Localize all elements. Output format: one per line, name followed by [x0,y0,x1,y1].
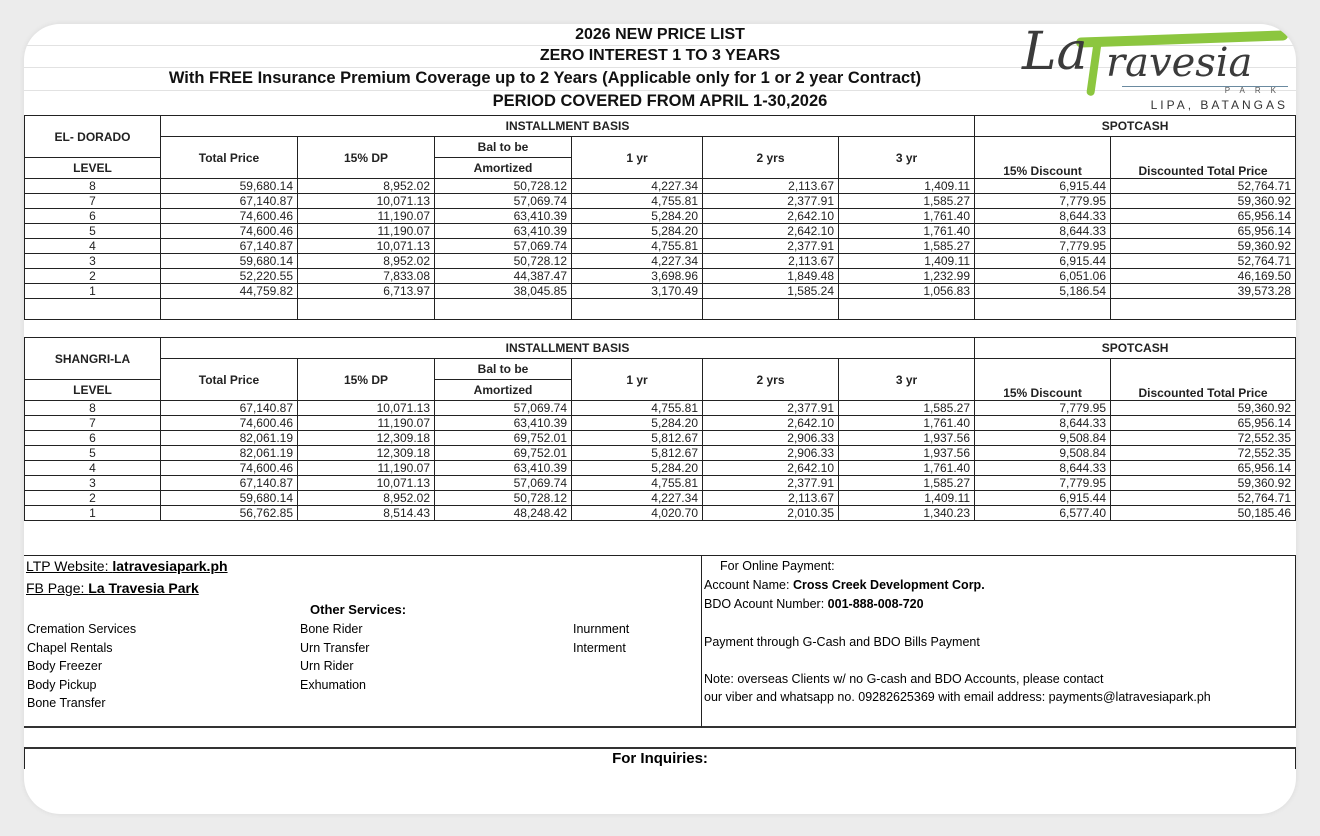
table-row [25,476,1296,491]
services-column-1 [27,620,136,713]
cell-level: 6 [25,209,161,224]
service-item: Exhumation [300,677,367,692]
cell-balance: 57,069.74 [435,194,572,209]
services-column-2 [300,620,369,694]
section-name: SHANGRI-LA [25,338,161,380]
col-bal-line1: Bal to be [435,137,572,158]
cell-monthly-2yrs: 2,642.10 [703,416,839,431]
cell-level: 2 [25,491,161,506]
logo-park: PARK [1224,86,1286,95]
cell-discounted-total: 65,956.14 [1111,209,1296,224]
cell-discounted-total: 46,169.50 [1111,269,1296,284]
cell-down-payment: 10,071.13 [298,476,435,491]
service-item: Cremation Services [27,622,137,636]
cell-total-price: 67,140.87 [161,476,298,491]
cell-monthly-3yr: 1,409.11 [839,491,975,506]
cell-monthly-3yr: 1,056.83 [839,284,975,299]
shangri-la-price-table [24,337,1296,521]
cell-level: 5 [25,224,161,239]
inquiries-header: For Inquiries: [24,747,1296,769]
cell-discount: 8,644.33 [975,224,1111,239]
title-line-2: ZERO INTEREST 1 TO 3 YEARS [539,47,781,64]
section-name: EL- DORADO [25,116,161,158]
table-row [25,254,1296,269]
service-item: Bone Transfer [27,696,106,711]
cell-discount: 5,186.54 [975,284,1111,299]
col-total-price: Total Price [161,359,298,401]
service-item: Bone Rider [300,622,363,636]
other-services-title: Other Services: [310,602,407,617]
cell-monthly-2yrs: 2,642.10 [703,209,839,224]
cell-monthly-3yr: 1,232.99 [839,269,975,284]
cell-level: 6 [25,431,161,446]
col-3yr: 3 yr [839,137,975,179]
col-level: LEVEL [25,158,161,179]
cell-monthly-1yr: 4,020.70 [572,506,703,521]
cell-discounted-total: 52,764.71 [1111,179,1296,194]
service-item: Urn Transfer [300,640,370,655]
col-total-price: Total Price [161,137,298,179]
cell-discount: 7,779.95 [975,476,1111,491]
table-row [25,194,1296,209]
cell-monthly-1yr: 5,284.20 [572,224,703,239]
cell-discount: 6,915.44 [975,179,1111,194]
service-item: Inurnment [573,622,630,636]
cell-monthly-3yr: 1,761.40 [839,224,975,239]
cell-discounted-total: 72,552.35 [1111,431,1296,446]
col-bal-line2: Amortized [435,380,572,401]
cell-level: 3 [25,254,161,269]
logo-la: La [1022,24,1088,82]
cell-discount: 6,577.40 [975,506,1111,521]
cell-discounted-total: 59,360.92 [1111,194,1296,209]
cell-discount: 7,779.95 [975,194,1111,209]
cell-level: 4 [25,239,161,254]
col-2yrs: 2 yrs [703,359,839,401]
col-1yr: 1 yr [572,359,703,401]
fb-line [26,580,199,596]
account-number: 001-888-008-720 [827,597,924,611]
cell-monthly-3yr: 1,340.23 [839,506,975,521]
cell-monthly-2yrs: 2,642.10 [703,461,839,476]
col-discount: 15% Discount [975,137,1111,179]
cell-total-price: 59,680.14 [161,179,298,194]
service-item: Body Pickup [27,677,97,692]
cell-discount: 8,644.33 [975,461,1111,476]
cell-down-payment: 11,190.07 [298,416,435,431]
cell-monthly-3yr: 1,761.40 [839,416,975,431]
cell-total-price: 56,762.85 [161,506,298,521]
cell-monthly-2yrs: 2,906.33 [703,446,839,461]
cell-discounted-total: 65,956.14 [1111,416,1296,431]
cell-monthly-1yr: 4,227.34 [572,491,703,506]
cell-monthly-2yrs: 2,113.67 [703,254,839,269]
cell-monthly-3yr: 1,761.40 [839,461,975,476]
col-bal-line1: Bal to be [435,359,572,380]
cell-monthly-1yr: 4,755.81 [572,476,703,491]
table-row [25,224,1296,239]
cell-total-price: 59,680.14 [161,491,298,506]
cell-level: 5 [25,446,161,461]
payment-methods: Payment through G-Cash and BDO Bills Payment [704,635,980,649]
col-dp: 15% DP [298,137,435,179]
title-line-1: 2026 NEW PRICE LIST [575,26,745,43]
cell-monthly-3yr: 1,585.27 [839,194,975,209]
cell-balance: 48,248.42 [435,506,572,521]
service-item: Body Freezer [27,659,103,674]
cell-total-price: 59,680.14 [161,254,298,269]
cell-total-price: 67,140.87 [161,239,298,254]
cell-monthly-3yr: 1,585.27 [839,476,975,491]
cell-level: 4 [25,461,161,476]
cell-discount: 9,508.84 [975,446,1111,461]
el-dorado-price-table [24,115,1296,320]
cell-monthly-3yr: 1,937.56 [839,446,975,461]
account-name-label: Account Name: [704,578,793,592]
cell-balance: 57,069.74 [435,239,572,254]
cell-level: 3 [25,476,161,491]
cell-monthly-1yr: 4,227.34 [572,254,703,269]
cell-monthly-2yrs: 2,113.67 [703,491,839,506]
cell-total-price: 44,759.82 [161,284,298,299]
table-row [25,506,1296,521]
cell-total-price: 67,140.87 [161,194,298,209]
account-name: Cross Creek Development Corp. [792,578,985,592]
cell-discounted-total: 59,360.92 [1111,401,1296,416]
cell-down-payment: 8,952.02 [298,254,435,269]
installment-basis-header: INSTALLMENT BASIS [161,338,975,359]
overseas-note-2: our viber and whatsapp no. 09282625369 with email address: payments@latravesiapark.ph [704,690,1211,704]
cell-monthly-2yrs: 1,585.24 [703,284,839,299]
cell-discount: 8,644.33 [975,416,1111,431]
table-row [25,491,1296,506]
cell-balance: 57,069.74 [435,476,572,491]
cell-monthly-1yr: 3,698.96 [572,269,703,284]
website-line [26,558,228,574]
cell-monthly-2yrs: 2,642.10 [703,224,839,239]
cell-down-payment: 10,071.13 [298,194,435,209]
cell-discounted-total: 59,360.92 [1111,476,1296,491]
cell-monthly-1yr: 5,284.20 [572,416,703,431]
installment-basis-header: INSTALLMENT BASIS [161,116,975,137]
cell-monthly-2yrs: 2,010.35 [703,506,839,521]
cell-down-payment: 7,833.08 [298,269,435,284]
cell-monthly-1yr: 4,755.81 [572,239,703,254]
cell-monthly-3yr: 1,409.11 [839,179,975,194]
cell-discount: 7,779.95 [975,401,1111,416]
cell-discounted-total: 65,956.14 [1111,461,1296,476]
cell-discount: 9,508.84 [975,431,1111,446]
cell-balance: 50,728.12 [435,491,572,506]
table-row [25,284,1296,299]
table-row [25,239,1296,254]
cell-monthly-1yr: 4,755.81 [572,194,703,209]
table-row [25,401,1296,416]
cell-discount: 6,051.06 [975,269,1111,284]
cell-level: 1 [25,506,161,521]
cell-balance: 50,728.12 [435,254,572,269]
cell-monthly-3yr: 1,761.40 [839,209,975,224]
cell-monthly-2yrs: 2,377.91 [703,476,839,491]
logo-location: LIPA, BATANGAS [1150,98,1288,112]
cell-balance: 38,045.85 [435,284,572,299]
col-2yrs: 2 yrs [703,137,839,179]
col-discounted-total: Discounted Total Price [1111,137,1296,179]
cell-balance: 63,410.39 [435,461,572,476]
account-name-line [704,578,985,592]
logo-travesia: ravesia [1106,40,1253,86]
cell-monthly-1yr: 5,284.20 [572,461,703,476]
table-row [25,461,1296,476]
cell-discounted-total: 39,573.28 [1111,284,1296,299]
cell-down-payment: 12,309.18 [298,446,435,461]
cell-monthly-1yr: 3,170.49 [572,284,703,299]
cell-level: 8 [25,401,161,416]
col-1yr: 1 yr [572,137,703,179]
cell-balance: 63,410.39 [435,209,572,224]
cell-monthly-1yr: 5,812.67 [572,431,703,446]
cell-down-payment: 10,071.13 [298,401,435,416]
cell-total-price: 74,600.46 [161,461,298,476]
cell-balance: 50,728.12 [435,179,572,194]
cell-down-payment: 8,952.02 [298,179,435,194]
col-discount: 15% Discount [975,359,1111,401]
cell-monthly-2yrs: 2,377.91 [703,194,839,209]
logo-green-stem [1086,40,1102,97]
table-row [25,416,1296,431]
col-level: LEVEL [25,380,161,401]
cell-monthly-1yr: 5,284.20 [572,209,703,224]
cell-monthly-2yrs: 2,377.91 [703,401,839,416]
cell-monthly-1yr: 4,755.81 [572,401,703,416]
cell-discount: 8,644.33 [975,209,1111,224]
cell-balance: 69,752.01 [435,446,572,461]
cell-discounted-total: 52,764.71 [1111,254,1296,269]
cell-monthly-3yr: 1,585.27 [839,239,975,254]
col-3yr: 3 yr [839,359,975,401]
spotcash-header: SPOTCASH [975,116,1296,137]
cell-level: 7 [25,194,161,209]
cell-down-payment: 8,952.02 [298,491,435,506]
fb-link[interactable]: La Travesia Park [88,580,199,596]
website-label: LTP Website: [26,558,113,574]
cell-down-payment: 12,309.18 [298,431,435,446]
price-list-sheet [24,24,1296,814]
cell-monthly-2yrs: 2,906.33 [703,431,839,446]
cell-down-payment: 10,071.13 [298,239,435,254]
cell-discount: 7,779.95 [975,239,1111,254]
cell-level: 2 [25,269,161,284]
table-row [25,446,1296,461]
overseas-note-1: Note: overseas Clients w/ no G-cash and BDO Accounts, please contact [704,672,1104,686]
cell-discounted-total: 52,764.71 [1111,491,1296,506]
cell-level: 8 [25,179,161,194]
cell-down-payment: 8,514.43 [298,506,435,521]
table-row [25,431,1296,446]
cell-down-payment: 11,190.07 [298,461,435,476]
cell-total-price: 82,061.19 [161,431,298,446]
account-number-line [704,597,924,611]
cell-down-payment: 6,713.97 [298,284,435,299]
cell-down-payment: 11,190.07 [298,209,435,224]
table-row [25,209,1296,224]
table-row [25,179,1296,194]
cell-discount: 6,915.44 [975,254,1111,269]
cell-balance: 69,752.01 [435,431,572,446]
cell-level: 7 [25,416,161,431]
title-line-4: PERIOD COVERED FROM APRIL 1-30,2026 [492,92,828,110]
cell-total-price: 74,600.46 [161,224,298,239]
online-payment-title: For Online Payment: [720,559,835,573]
website-link[interactable]: latravesiapark.ph [112,558,228,574]
cell-monthly-3yr: 1,409.11 [839,254,975,269]
col-bal-line2: Amortized [435,158,572,179]
cell-total-price: 52,220.55 [161,269,298,284]
account-number-label: BDO Acount Number: [704,597,828,611]
cell-total-price: 74,600.46 [161,416,298,431]
cell-total-price: 82,061.19 [161,446,298,461]
cell-total-price: 67,140.87 [161,401,298,416]
cell-monthly-2yrs: 2,113.67 [703,179,839,194]
service-item: Urn Rider [300,659,354,674]
cell-balance: 57,069.74 [435,401,572,416]
cell-down-payment: 11,190.07 [298,224,435,239]
spotcash-header: SPOTCASH [975,338,1296,359]
cell-balance: 44,387.47 [435,269,572,284]
cell-discounted-total: 72,552.35 [1111,446,1296,461]
cell-discounted-total: 50,185.46 [1111,506,1296,521]
service-item: Chapel Rentals [27,640,113,655]
col-dp: 15% DP [298,359,435,401]
col-discounted-total: Discounted Total Price [1111,359,1296,401]
cell-level: 1 [25,284,161,299]
cell-discount: 6,915.44 [975,491,1111,506]
title-line-3: With FREE Insurance Premium Coverage up to 2 Years (Applicable only for 1 or 2 year Contract) [168,69,922,87]
cell-monthly-2yrs: 1,849.48 [703,269,839,284]
cell-total-price: 74,600.46 [161,209,298,224]
table-row [25,269,1296,284]
cell-monthly-1yr: 4,227.34 [572,179,703,194]
cell-monthly-2yrs: 2,377.91 [703,239,839,254]
cell-monthly-1yr: 5,812.67 [572,446,703,461]
la-travesia-logo [1022,26,1294,114]
services-column-3 [573,620,629,657]
cell-balance: 63,410.39 [435,224,572,239]
cell-discounted-total: 65,956.14 [1111,224,1296,239]
fb-label: FB Page: [26,580,89,596]
cell-discounted-total: 59,360.92 [1111,239,1296,254]
cell-balance: 63,410.39 [435,416,572,431]
cell-monthly-3yr: 1,937.56 [839,431,975,446]
cell-monthly-3yr: 1,585.27 [839,401,975,416]
service-item: Interment [573,640,626,655]
